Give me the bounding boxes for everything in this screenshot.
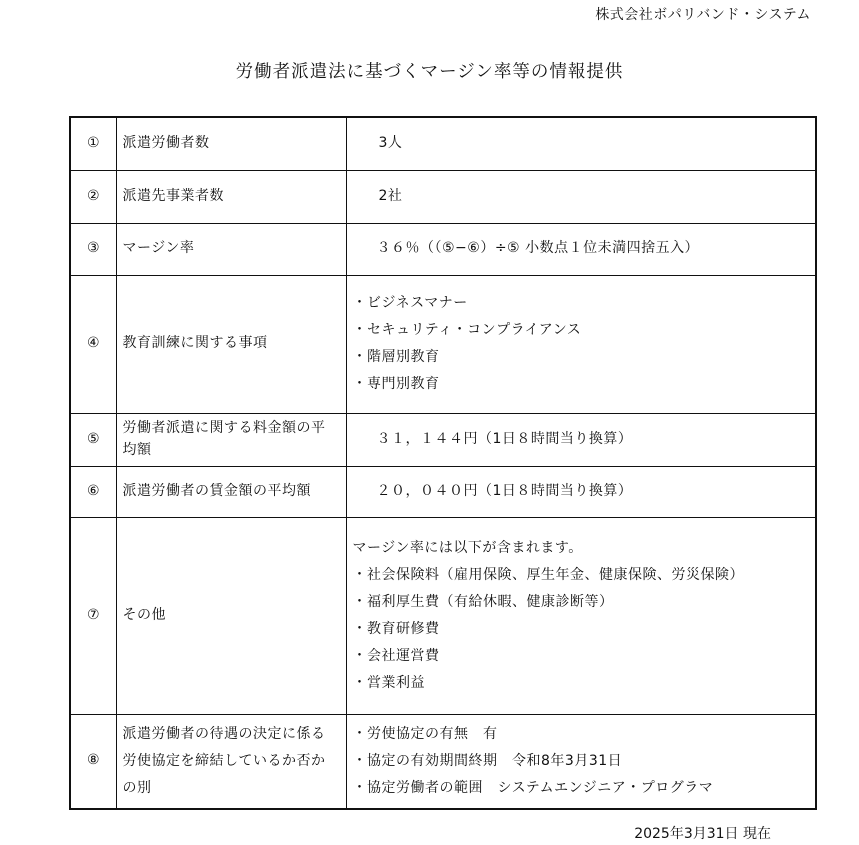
row-label: 派遣労働者の賃金額の平均額	[116, 466, 346, 517]
list-item: ・労使協定の有無 有	[352, 725, 498, 742]
row-value	[346, 517, 816, 714]
list-item: ・ビジネスマナー	[352, 295, 468, 311]
page-title: 労働者派遣法に基づくマージン率等の情報提供	[235, 62, 624, 82]
table-row	[70, 223, 816, 275]
row-number: ②	[70, 170, 116, 223]
row-value: 3人	[346, 117, 816, 170]
list-item: ・専門別教育	[352, 376, 440, 392]
row-value: ３１，１４４円（1日８時間当り換算）	[346, 413, 816, 466]
row-label: マージン率	[116, 223, 346, 275]
company-name: 株式会社ボパリバンド・システム	[595, 7, 811, 23]
row-number: ⑤	[70, 413, 116, 466]
row-label: 労働者派遣に関する料金額の平均額	[116, 413, 346, 466]
row-value: ３６％（（⑤−⑥）÷⑤ 小数点１位未満四捨五入）	[346, 223, 816, 275]
row-number: ⑥	[70, 466, 116, 517]
list-item: ・社会保険料（雇用保険、厚生年金、健康保険、労災保険）	[352, 566, 744, 583]
table-row	[70, 466, 816, 517]
row-number: ⑦	[70, 517, 116, 714]
list-item: ・教育研修費	[352, 620, 440, 637]
info-table	[69, 116, 817, 810]
row-label: その他	[116, 517, 346, 714]
row-number: ④	[70, 275, 116, 413]
list-item: ・協定労働者の範囲 システムエンジニア・プログラマ	[352, 779, 714, 796]
row-label: 派遣労働者数	[116, 117, 346, 170]
row-label: 教育訓練に関する事項	[116, 275, 346, 413]
row-number: ①	[70, 117, 116, 170]
table-row	[70, 517, 816, 714]
list-item: ・セキュリティ・コンプライアンス	[352, 322, 582, 338]
list-item: ・階層別教育	[352, 349, 440, 365]
list-item: ・営業利益	[352, 674, 425, 691]
row-label: 派遣労働者の待遇の決定に係る労使協定を締結しているか否かの別	[116, 714, 346, 809]
list-item: ・福利厚生費（有給休暇、健康診断等）	[352, 593, 614, 610]
row-value: 2社	[346, 170, 816, 223]
table-row	[70, 117, 816, 170]
row-value: ２０，０４０円（1日８時間当り換算）	[346, 466, 816, 517]
table-row	[70, 714, 816, 809]
table-row	[70, 275, 816, 413]
row-value	[346, 275, 816, 413]
list-item: ・協定の有効期間終期 令和8年3月31日	[352, 752, 623, 769]
as-of-date: 2025年3月31日 現在	[634, 826, 771, 842]
row-number: ⑧	[70, 714, 116, 809]
table-row	[70, 413, 816, 466]
row-value	[346, 714, 816, 809]
list-item: ・会社運営費	[352, 647, 440, 664]
row-number: ③	[70, 223, 116, 275]
table-row	[70, 170, 816, 223]
list-intro: マージン率には以下が含まれます。	[352, 539, 583, 556]
row-label: 派遣先事業者数	[116, 170, 346, 223]
